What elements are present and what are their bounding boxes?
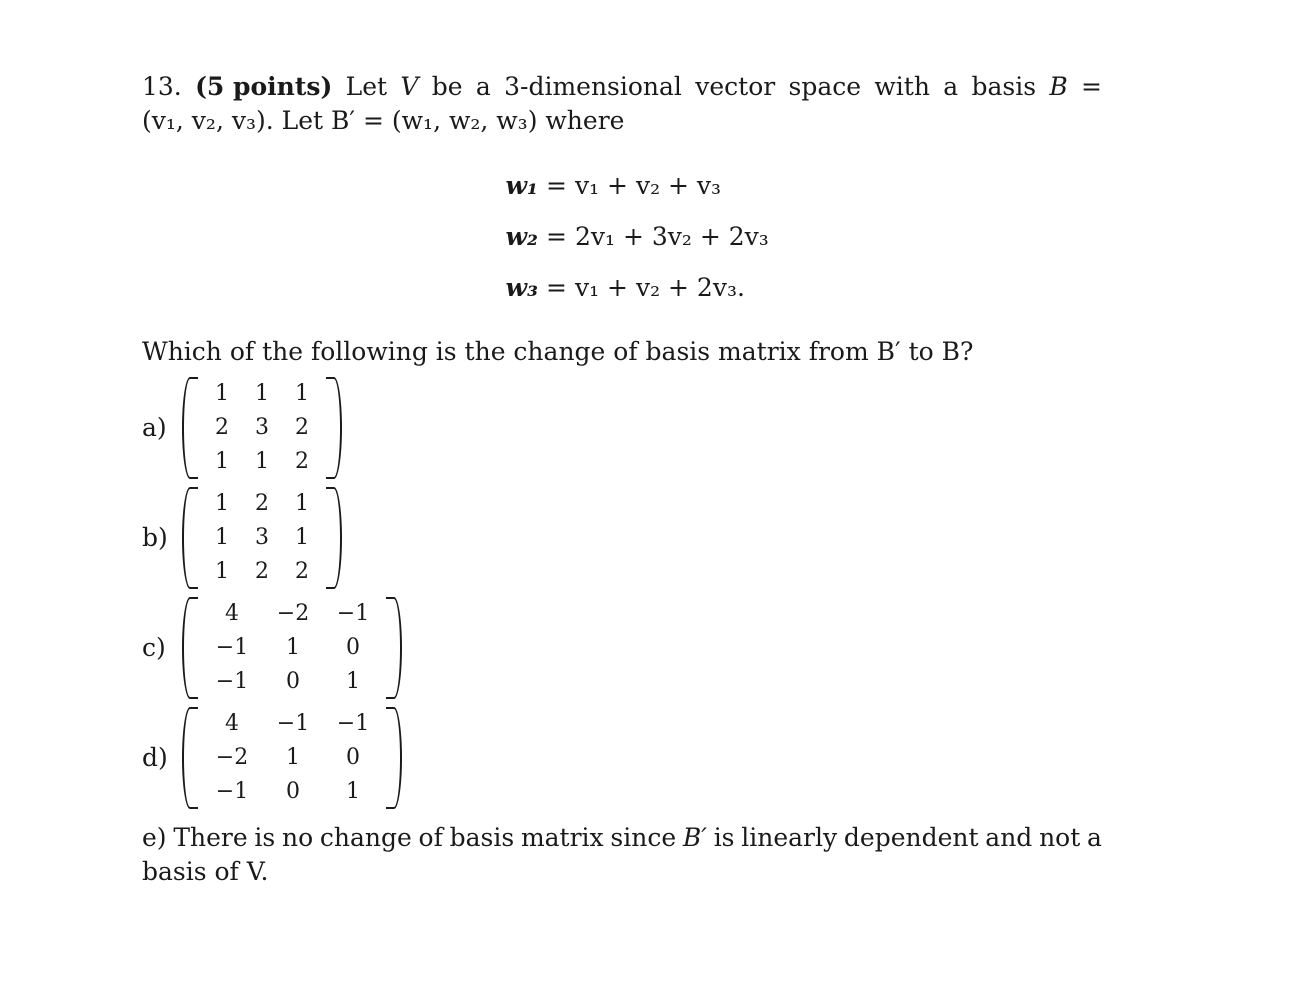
equals-sign: =: [546, 222, 567, 251]
option-e-word: and: [985, 823, 1033, 852]
equation-lhs: w₃: [505, 273, 538, 302]
option-e-word: not: [1039, 823, 1081, 852]
question-line-1: [142, 70, 1102, 104]
question-word: B: [1049, 72, 1068, 101]
question-word: basis: [971, 72, 1037, 101]
matrix-cell: 1: [295, 381, 309, 406]
matrix-cell: 1: [215, 491, 229, 516]
matrix-cell: 2: [295, 559, 309, 584]
option-label: c): [142, 633, 166, 662]
question-line-2: (v₁, v₂, v₃). Let B′ = (w₁, w₂, w₃) where: [142, 106, 625, 135]
matrix-cell: 1: [346, 779, 360, 804]
matrix-cell: −2: [215, 745, 249, 770]
equals-sign: =: [546, 273, 567, 302]
equation-row: [482, 160, 802, 211]
question-word: a: [943, 72, 959, 101]
matrix-cell: 1: [215, 449, 229, 474]
matrix-cell: −1: [215, 669, 249, 694]
matrix-cell: 0: [286, 669, 300, 694]
right-paren: [386, 597, 402, 699]
matrix-cell: −1: [336, 601, 370, 626]
left-paren: [182, 707, 198, 809]
option-e-word: B′: [682, 823, 707, 852]
question-number: 13.: [142, 72, 182, 101]
matrix-cell: 0: [346, 745, 360, 770]
equation-row: [482, 211, 802, 262]
question-word: be: [431, 72, 463, 101]
option-label: a): [142, 413, 167, 442]
matrix-grid: [198, 377, 326, 479]
option-a[interactable]: [142, 377, 1102, 479]
option-e-word: no: [281, 823, 314, 852]
option-e-word: basis: [449, 823, 515, 852]
question-word: Let: [345, 72, 388, 101]
equals-sign: =: [546, 171, 567, 200]
question-word: with: [874, 72, 930, 101]
option-c[interactable]: [142, 597, 1102, 699]
equation-lhs: w₁: [505, 171, 538, 200]
matrix-cell: −1: [336, 711, 370, 736]
option-e-word: linearly: [741, 823, 838, 852]
matrix-cell: 1: [255, 449, 269, 474]
matrix-cell: 2: [215, 415, 229, 440]
left-paren: [182, 377, 198, 479]
matrix: [182, 377, 342, 479]
matrix-cell: 1: [295, 491, 309, 516]
equation-rhs: 2v₁ + 3v₂ + 2v₃: [574, 222, 769, 251]
matrix-cell: 1: [286, 745, 300, 770]
question-word: 3-dimensional: [504, 72, 682, 101]
matrix-cell: −1: [215, 635, 249, 660]
equation-rhs: v₁ + v₂ + v₃: [574, 171, 722, 200]
matrix-grid: [198, 487, 326, 589]
matrix-cell: 1: [215, 525, 229, 550]
question-word: =: [1081, 72, 1102, 101]
left-paren: [182, 597, 198, 699]
option-b[interactable]: [142, 487, 1102, 589]
matrix-grid: [198, 707, 386, 809]
matrix-cell: 1: [215, 381, 229, 406]
option-e-word: is: [254, 823, 276, 852]
matrix-cell: 2: [255, 491, 269, 516]
option-e-word: a: [1087, 823, 1102, 852]
matrix: [182, 487, 342, 589]
matrix-cell: 1: [286, 635, 300, 660]
option-e-word: There: [173, 823, 248, 852]
left-paren: [182, 487, 198, 589]
right-paren: [326, 487, 342, 589]
equation-block: [482, 160, 802, 313]
matrix-cell: 2: [255, 559, 269, 584]
matrix: [182, 707, 402, 809]
matrix-cell: −1: [276, 711, 310, 736]
matrix-cell: 2: [295, 449, 309, 474]
matrix-cell: 3: [255, 415, 269, 440]
matrix-cell: 2: [295, 415, 309, 440]
question-word: vector: [695, 72, 776, 101]
matrix-cell: −2: [276, 601, 310, 626]
equation-lhs: w₂: [505, 222, 538, 251]
option-label: d): [142, 743, 168, 772]
matrix-cell: −1: [215, 779, 249, 804]
option-e-word: change: [319, 823, 412, 852]
matrix-cell: 4: [225, 711, 239, 736]
matrix-cell: 1: [255, 381, 269, 406]
option-e-line-2: basis of V.: [142, 857, 269, 886]
matrix: [182, 597, 402, 699]
option-e-word: of: [418, 823, 443, 852]
matrix-cell: 1: [295, 525, 309, 550]
question-word: V: [400, 72, 419, 101]
question-word: a: [475, 72, 491, 101]
option-e-word: matrix: [520, 823, 604, 852]
option-e[interactable]: [142, 821, 1102, 889]
equation-rhs: v₁ + v₂ + 2v₃.: [574, 273, 745, 302]
option-e-line-1: [142, 821, 1102, 855]
matrix-cell: 1: [215, 559, 229, 584]
matrix-cell: 0: [346, 635, 360, 660]
question-document: [142, 70, 1102, 889]
option-e-word: e): [142, 823, 167, 852]
matrix-cell: 4: [225, 601, 239, 626]
matrix-grid: [198, 597, 386, 699]
option-e-word: since: [610, 823, 677, 852]
right-paren: [326, 377, 342, 479]
option-e-word: dependent: [843, 823, 979, 852]
question-prompt: Which of the following is the change of basis matrix from B′ to B?: [142, 337, 974, 366]
right-paren: [386, 707, 402, 809]
question-word: space: [788, 72, 862, 101]
question-points: (5 points): [195, 72, 333, 101]
option-label: b): [142, 523, 168, 552]
matrix-cell: 0: [286, 779, 300, 804]
option-e-word: is: [713, 823, 735, 852]
equation-row: [482, 262, 802, 313]
matrix-cell: 3: [255, 525, 269, 550]
matrix-cell: 1: [346, 669, 360, 694]
option-d[interactable]: [142, 707, 1102, 809]
